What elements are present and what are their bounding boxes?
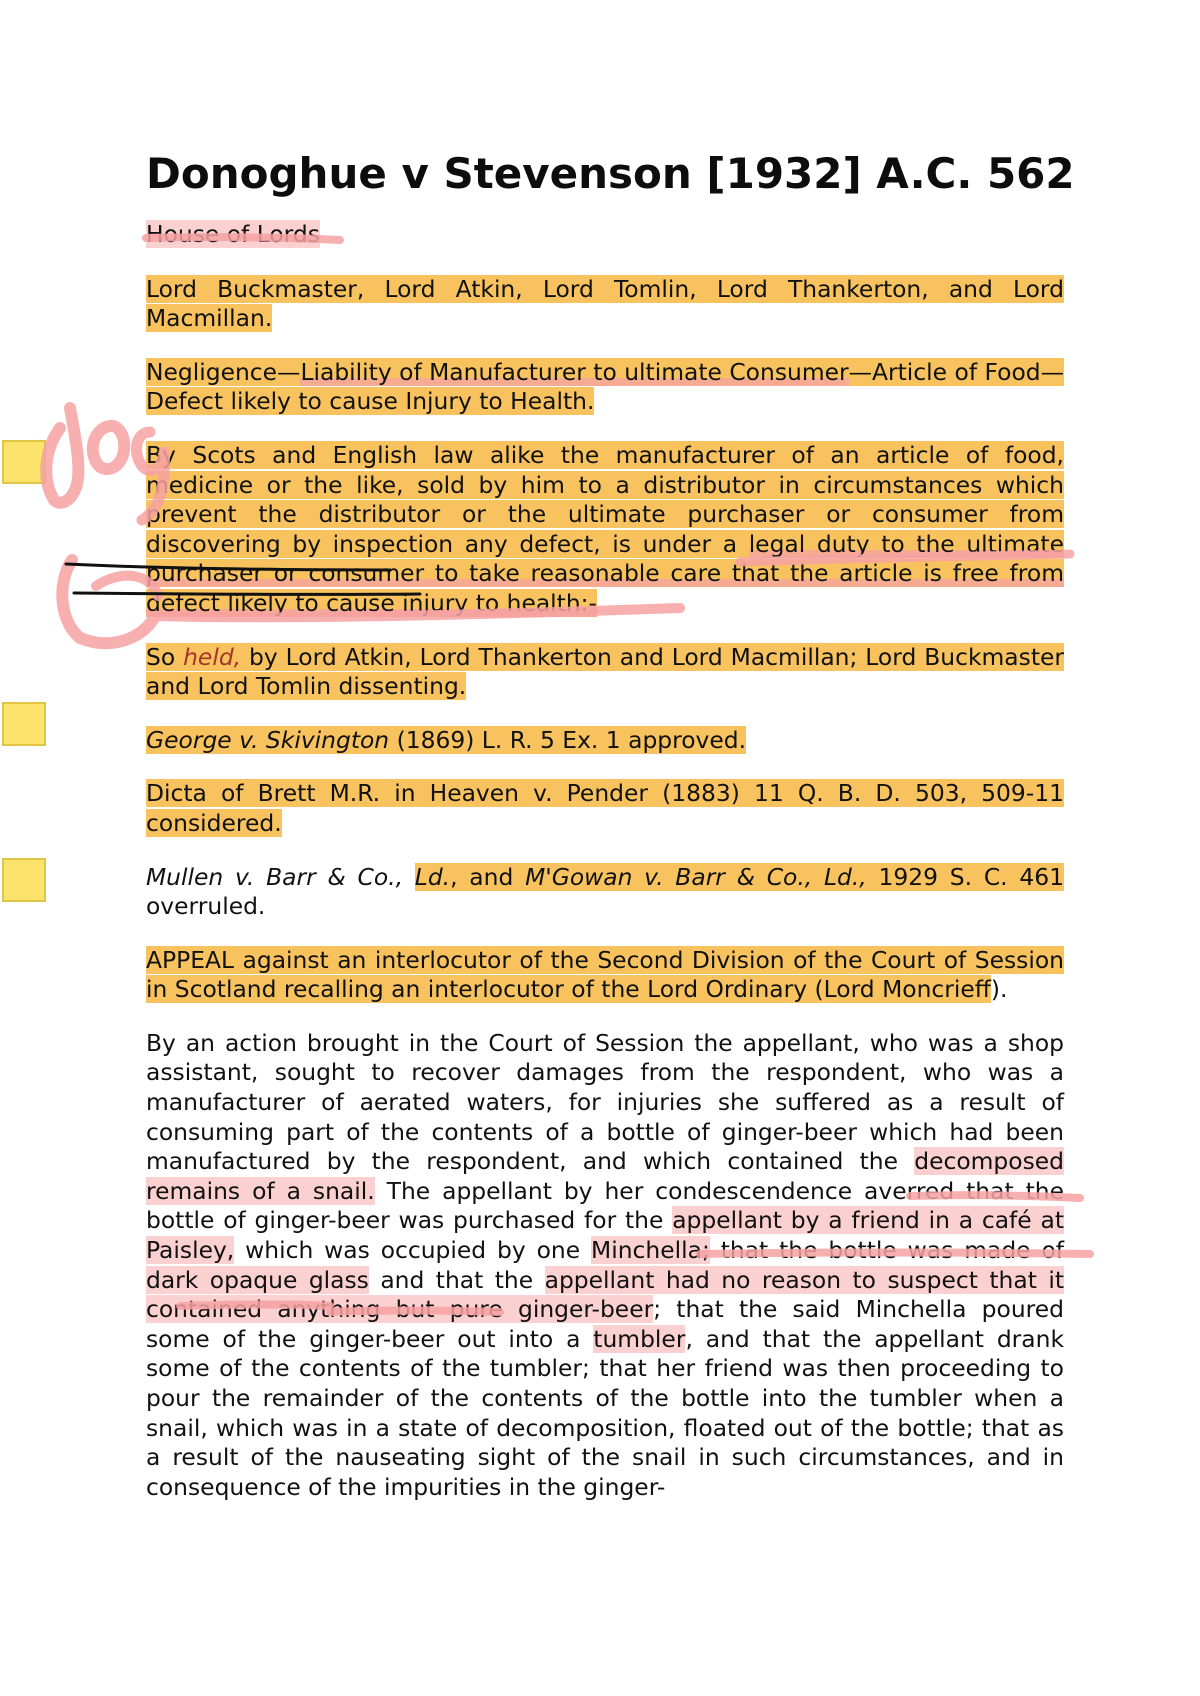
catchword-food: —Article of Food—Defect likely to cause Injury to Health. xyxy=(146,357,1064,416)
facts-highlight-suspect: appellant had no reason to suspect that it contained anything but pure ginger-beer xyxy=(146,1265,1065,1324)
held-paragraph xyxy=(146,643,1064,702)
facts-paragraph xyxy=(146,1029,1064,1503)
facts-text-4: that the bottle was made of xyxy=(709,1236,1064,1265)
facts-highlight-friend: appellant by a friend in a café at Paisley, xyxy=(146,1206,1064,1265)
judges-paragraph xyxy=(146,275,1064,334)
overruled-citation: 1929 S. C. 461 xyxy=(866,862,1064,891)
overruled-and: , and xyxy=(450,862,526,891)
facts-highlight-glass: dark opaque glass xyxy=(146,1265,369,1294)
approved-case: George v. Skivington xyxy=(146,725,390,754)
sticky-note-icon[interactable] xyxy=(2,440,46,484)
considered-text: Dicta of Brett M.R. in Heaven v. Pender (1883) 11 Q. B. D. 503, 509-11 considered. xyxy=(146,779,1064,837)
catchword-negligence: Negligence— xyxy=(146,357,301,386)
appeal-text: APPEAL against an interlocutor of the Second Division of the Court of Session in Scotland recalling an interlocutor of the Lord Ordinary (Lord Moncrieff xyxy=(146,945,1064,1004)
document-body xyxy=(146,220,1064,1526)
facts-text-6: ; that the said Minchella poured some of the ginger-beer out into a xyxy=(146,1295,1064,1353)
headnote-text: By Scots and English law alike the manufacturer of an article of food, medicine or the like, sold by him to a distributor in circumstances which prevent the distributor or the ultimate purchaser or consumer from discovering by inspection any defect, is under a xyxy=(146,440,1064,558)
approved-citation: (1869) L. R. 5 Ex. 1 approved. xyxy=(389,725,747,754)
facts-highlight-snail: decomposed remains of a snail. xyxy=(146,1147,1064,1205)
sticky-note-icon[interactable] xyxy=(2,702,46,746)
appeal-paragraph xyxy=(146,946,1064,1005)
overruled-paragraph xyxy=(146,863,1064,922)
facts-text-1: By an action brought in the Court of Session the appellant, who was a shop assistant, sought to recover damages from the respondent, who was a manufacturer of aerated waters, for injuries she suffered as a result of consuming part of the contents of a bottle of ginger-beer which had been manufactured by the respondent, and which contained the xyxy=(146,1028,1064,1176)
held-word: held, xyxy=(183,642,242,671)
facts-text-3: which was occupied by one xyxy=(234,1236,592,1265)
overruled-ld: Ld. xyxy=(414,862,451,891)
considered-paragraph xyxy=(146,779,1064,838)
overruled-case-1: Mullen v. Barr & Co., xyxy=(146,862,415,891)
headnote-duty: legal duty to the ultimate purchaser or consumer to take reasonable care that the article is free from defect likely to cause injury to health:- xyxy=(146,529,1064,617)
catchword-liability: Liability of Manufacturer to ultimate Consumer xyxy=(300,357,849,386)
headnote-paragraph xyxy=(146,441,1064,619)
facts-highlight-tumbler: tumbler xyxy=(593,1324,686,1353)
court-name: House of Lords xyxy=(146,220,320,248)
sticky-note-icon[interactable] xyxy=(2,858,46,902)
overruled-word: overruled. xyxy=(146,892,266,921)
held-text: by Lord Atkin, Lord Thankerton and Lord Macmillan; Lord Buckmaster and Lord Tomlin dissenting. xyxy=(146,642,1064,701)
facts-text-7: , and that the appellant drank some of the contents of the tumbler; that her friend was then proceeding to pour the remainder of the contents of the bottle into the tumbler when a snail, which was in a state of decomposition, floated out of the bottle; that as a result of the nauseating sight of the snail in such circumstances, and in consequence of the impurities in the ginger- xyxy=(146,1324,1064,1501)
judges-list: Lord Buckmaster, Lord Atkin, Lord Tomlin, Lord Thankerton, and Lord Macmillan. xyxy=(146,274,1064,333)
overruled-case-2: M'Gowan v. Barr & Co., Ld., xyxy=(525,862,867,891)
facts-highlight-minchella: Minchella; xyxy=(591,1236,710,1265)
court-line xyxy=(146,220,1064,250)
facts-text-5: and that the xyxy=(368,1265,545,1294)
approved-paragraph xyxy=(146,726,1064,756)
catchwords-paragraph xyxy=(146,358,1064,417)
facts-text-2: The appellant by her condescendence averred that the bottle of ginger-beer was purchased for the xyxy=(146,1176,1064,1235)
held-intro: So xyxy=(146,642,184,671)
case-title: Donoghue v Stevenson [1932] A.C. 562 xyxy=(146,149,1075,198)
appeal-end: ). xyxy=(990,975,1008,1004)
